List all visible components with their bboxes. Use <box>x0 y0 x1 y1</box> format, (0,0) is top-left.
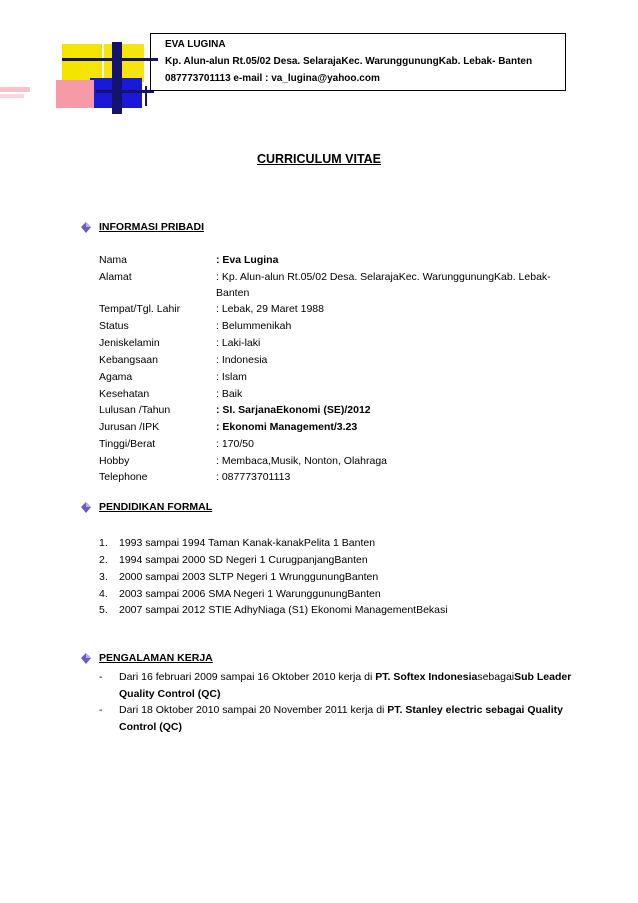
info-value: : 087773701113 <box>216 471 291 483</box>
job-company: PT. Stanley electric sebagai Quality <box>387 704 563 716</box>
header-contact: 087773701113 e-mail : va_lugina@yahoo.com <box>165 73 380 84</box>
info-value: : Ekonomi Management/3.23 <box>216 421 358 433</box>
list-item: 1993 sampai 1994 Taman Kanak-kanakPelita 1 Banten <box>119 537 376 549</box>
info-label: Status <box>99 320 129 332</box>
info-label: Nama <box>99 254 128 266</box>
info-value: : Eva Lugina <box>216 254 279 266</box>
job-line-cont: Control (QC) <box>119 721 182 733</box>
info-label: Jeniskelamin <box>99 337 160 349</box>
list-item: 2000 sampai 2003 SLTP Negeri 1 WrunggunungBanten <box>119 571 379 583</box>
list-item: 2007 sampai 2012 STIE AdhyNiaga (S1) Ekonomi ManagementBekasi <box>119 604 448 616</box>
info-label: Telephone <box>99 471 148 483</box>
info-value: : Laki-laki <box>216 337 261 349</box>
info-value: : SI. SarjanaEkonomi (SE)/2012 <box>216 404 371 416</box>
list-number: 5. <box>99 604 108 616</box>
header-decoration <box>0 0 160 120</box>
section-bullet-icon <box>81 653 91 664</box>
header-name: EVA LUGINA <box>165 39 226 50</box>
info-value: : Islam <box>216 371 247 383</box>
info-value: : Lebak, 29 Maret 1988 <box>216 303 324 315</box>
info-label: Hobby <box>99 455 130 467</box>
info-label: Alamat <box>99 271 132 283</box>
info-value: : Membaca,Musik, Nonton, Olahraga <box>216 455 387 467</box>
info-label: Jurusan /IPK <box>99 421 160 433</box>
info-value: : Belummenikah <box>216 320 292 332</box>
heading-pengalaman-kerja: PENGALAMAN KERJA <box>99 652 213 664</box>
info-value-cont: Banten <box>216 287 250 299</box>
page-title: CURRICULUM VITAE <box>256 152 382 166</box>
info-value: : Indonesia <box>216 354 268 366</box>
info-label: Tempat/Tgl. Lahir <box>99 303 181 315</box>
info-label: Kebangsaan <box>99 354 158 366</box>
info-value: : 170/50 <box>216 438 254 450</box>
job-line <box>119 669 577 686</box>
job-company: PT. Softex Indonesia <box>375 671 478 683</box>
info-value: : Baik <box>216 388 243 400</box>
list-dash: - <box>99 671 103 683</box>
section-bullet-icon <box>81 502 91 513</box>
info-label: Tinggi/Berat <box>99 438 156 450</box>
list-number: 4. <box>99 588 108 600</box>
job-text: sebagai <box>477 671 515 683</box>
info-label: Agama <box>99 371 133 383</box>
section-bullet-icon <box>81 222 91 233</box>
list-number: 3. <box>99 571 108 583</box>
list-number: 1. <box>99 537 108 549</box>
job-line <box>119 702 577 719</box>
job-line-cont: Quality Control (QC) <box>119 688 221 700</box>
info-label: Kesehatan <box>99 388 150 400</box>
job-text: Dari 16 februari 2009 sampai 16 Oktober 2010 kerja di <box>119 671 376 683</box>
list-dash: - <box>99 704 103 716</box>
info-value: : Kp. Alun-alun Rt.05/02 Desa. SelarajaKec. WarunggunungKab. Lebak- <box>216 271 551 283</box>
list-item: 2003 sampai 2006 SMA Negeri 1 WarunggunungBanten <box>119 588 381 600</box>
job-text: Dari 18 Oktober 2010 sampai 20 November 2011 kerja di <box>119 704 388 716</box>
heading-pendidikan-formal: PENDIDIKAN FORMAL <box>99 501 213 513</box>
list-number: 2. <box>99 554 108 566</box>
heading-informasi-pribadi: INFORMASI PRIBADI <box>99 221 204 233</box>
list-item: 1994 sampai 2000 SD Negeri 1 CurugpanjangBanten <box>119 554 368 566</box>
info-label: Lulusan /Tahun <box>99 404 171 416</box>
header-address: Kp. Alun-alun Rt.05/02 Desa. SelarajaKec. WarunggunungKab. Lebak- Banten <box>165 56 533 67</box>
job-role: Sub Leader <box>514 671 572 683</box>
